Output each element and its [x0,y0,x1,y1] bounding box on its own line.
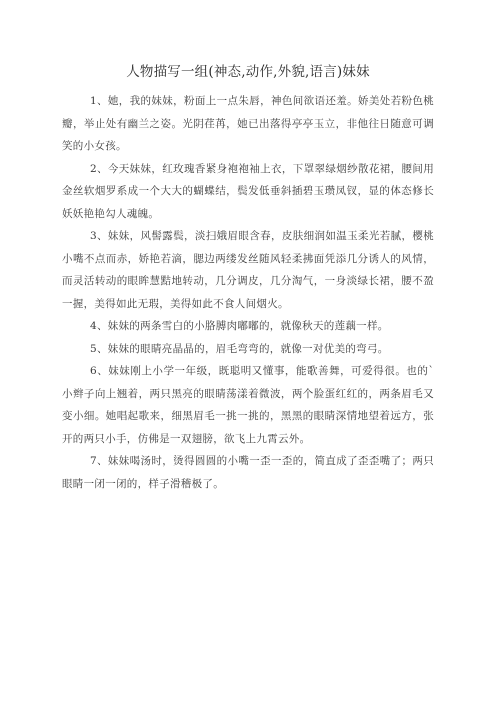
paragraph-5: 5、妹妹的眼睛亮晶晶的，眉毛弯弯的，就像一对优美的弯弓。 [90,342,389,355]
paragraph-7: 7、妹妹喝汤时，烫得圆圆的小嘴一歪一歪的，简直成了歪歪嘴了；两只眼睛一闭一闭的，样子滑稽极了。 [62,455,434,490]
document-title: 人物描写一组(神态,动作,外貌,语言)妹妹 [126,64,370,80]
paragraph-2: 2、今天妹妹，红玫瑰香紧身袍袍袖上衣，下罩翠绿烟纱散花裙，腰间用金丝软烟罗系成一个大大的蝴蝶结，鬓发低垂斜插碧玉瓒凤钗，显的体态修长妖妖艳艳勾人魂魄。 [62,162,434,220]
document-body [62,90,434,495]
paragraph-1: 1、她，我的妹妹，粉面上一点朱唇，神色间欲语还羞。娇美处若粉色桃瓣，举止处有幽兰之姿。光阴荏苒，她已出落得亭亭玉立，非他往日随意可调笑的小女孩。 [62,95,434,152]
paragraph-4: 4、妹妹的两条雪白的小胳膊肉嘟嘟的，就像秋天的莲藕一样。 [90,320,389,332]
paragraph-3: 3、妹妹，风髻露鬓，淡扫娥眉眼含春，皮肤细润如温玉柔光若腻，樱桃小嘴不点而赤，娇艳若滴，腮边两缕发丝随风轻柔拂面凭添几分诱人的风情，而灵活转动的眼眸慧黠地转动，几分调皮，几分淘气，一身淡绿长裙，腰不盈一握，美得如此无瑕，美得如此不食人间烟火。 [62,230,434,310]
paragraph-6: 6、妹妹刚上小学一年级，既聪明又懂事，能歌善舞，可爱得很。也的`小辫子向上翘着，两只黑亮的眼睛荡漾着微波，两个脸蛋红红的，两条眉毛又变小细。她唱起歌来，细黑眉毛一挑一挑的，黑黑的眼睛深情地望着远方，张开的两只小手，仿佛是一双翅膀，欲飞上九霄云外。 [62,365,434,445]
